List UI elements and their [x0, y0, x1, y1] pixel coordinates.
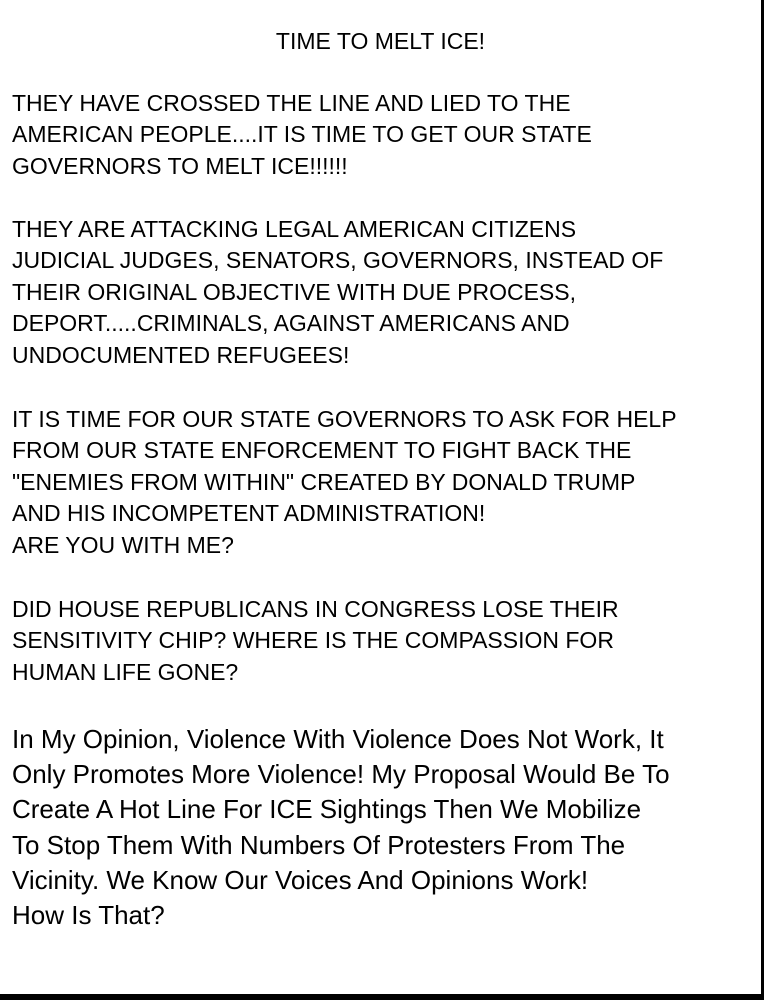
paragraph-attacking-citizens	[12, 214, 757, 371]
paragraph-line: Only Promotes More Violence! My Proposal Would Be To	[12, 759, 670, 790]
paragraph-line: ARE YOU WITH ME?	[12, 531, 234, 558]
paragraph-line: HUMAN LIFE GONE?	[12, 658, 239, 685]
paragraph-line: To Stop Them With Numbers Of Protesters From The	[12, 829, 626, 860]
paragraph-line: UNDOCUMENTED REFUGEES!	[12, 341, 350, 368]
paragraph-opinion-proposal	[12, 722, 757, 933]
paragraph-line: THEY ARE ATTACKING LEGAL AMERICAN CITIZENS	[12, 216, 577, 242]
paragraph-line: GOVERNORS TO MELT ICE!!!!!!	[12, 152, 348, 179]
paragraph-line: DEPORT.....CRIMINALS, AGAINST AMERICANS AND	[12, 310, 570, 337]
paragraph-line: FROM OUR STATE ENFORCEMENT TO FIGHT BACK THE	[12, 437, 632, 464]
paragraph-line: SENSITIVITY CHIP? WHERE IS THE COMPASSION FOR	[12, 627, 614, 654]
paragraph-line: Vicinity. We Know Our Voices And Opinions Work!	[12, 864, 589, 895]
paragraph-line: "ENEMIES FROM WITHIN" CREATED BY DONALD TRUMP	[12, 468, 636, 495]
paragraph-line: JUDICIAL JUDGES, SENATORS, GOVERNORS, INSTEAD OF	[12, 247, 664, 274]
paragraph-line: THEIR ORIGINAL OBJECTIVE WITH DUE PROCESS,	[12, 278, 576, 305]
paragraph-line: DID HOUSE REPUBLICANS IN CONGRESS LOSE THEIR	[12, 596, 619, 622]
paragraph-line: IT IS TIME FOR OUR STATE GOVERNORS TO ASK FOR HELP	[12, 406, 677, 432]
paragraph-house-republicans	[12, 594, 757, 688]
paragraph-crossed-the-line	[12, 88, 757, 182]
paragraph-state-governors	[12, 404, 757, 561]
paragraph-line: In My Opinion, Violence With Violence Does Not Work, It	[12, 724, 664, 754]
paragraph-line: AND HIS INCOMPETENT ADMINISTRATION!	[12, 500, 486, 527]
paragraph-line: THEY HAVE CROSSED THE LINE AND LIED TO THE	[12, 90, 571, 116]
paragraph-line: AMERICAN PEOPLE....IT IS TIME TO GET OUR STATE	[12, 121, 592, 148]
paragraph-line: Create A Hot Line For ICE Sightings Then We Mobilize	[12, 794, 642, 825]
document-title: TIME TO MELT ICE!	[275, 28, 486, 54]
paragraph-line: How Is That?	[12, 900, 165, 931]
